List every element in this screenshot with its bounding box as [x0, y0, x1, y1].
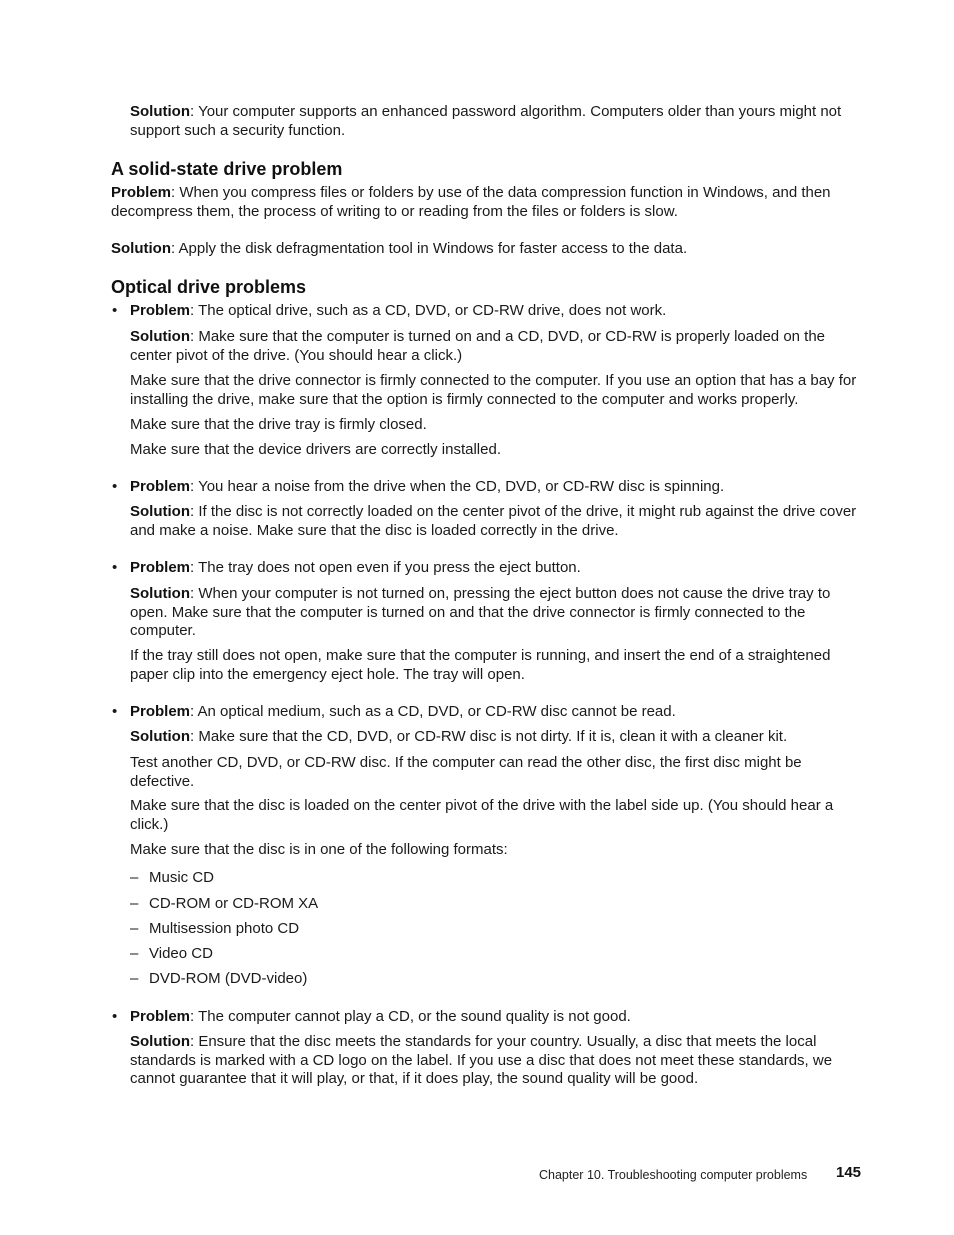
page-number: 145 [836, 1164, 862, 1181]
footer-chapter: Chapter 10. Troubleshooting computer problems [539, 1168, 808, 1182]
ssd-solution: Solution: Apply the disk defragmentation tool in Windows for faster access to the data. [111, 240, 688, 257]
list-dash: – [130, 970, 139, 987]
problem-3: Problem: The tray does not open even if you press the eject button. [130, 559, 581, 576]
list-dash: – [130, 945, 139, 962]
solution-1-extra-3: Make sure that the device drivers are correctly installed. [130, 441, 501, 458]
section-heading-ssd: A solid-state drive problem [111, 159, 343, 179]
format-item: CD-ROM or CD-ROM XA [149, 895, 319, 912]
problem-label: Problem [111, 184, 172, 201]
problem-4: Problem: An optical medium, such as a CD, DVD, or CD-RW disc cannot be read. [130, 703, 676, 720]
format-item: Music CD [149, 869, 215, 886]
format-item: DVD-ROM (DVD-video) [149, 970, 308, 987]
solution-2: Solution: If the disc is not correctly loaded on the center pivot of the drive, it might rub against the drive cover and make a noise. Make sure that the disc is loaded correctly in the drive. [130, 503, 857, 539]
solution-3: Solution: When your computer is not turned on, pressing the eject button does not cause the drive tray to open. Make sure that the computer is turned on and that the drive connector is firmly connected to the computer. [130, 585, 831, 639]
solution-4-extra-1: Test another CD, DVD, or CD-RW disc. If the computer can read the other disc, the first disc might be defective. [130, 754, 802, 790]
solution-4: Solution: Make sure that the CD, DVD, or CD-RW disc is not dirty. If it is, clean it with a cleaner kit. [130, 728, 788, 745]
format-item: Multisession photo CD [149, 920, 300, 937]
intro-solution: Solution: Your computer supports an enhanced password algorithm. Computers older than yours might not support such a security function. [130, 103, 842, 139]
format-item: Video CD [149, 945, 213, 962]
solution-5: Solution: Ensure that the disc meets the standards for your country. Usually, a disc that meets the local standards is marked with a CD logo on the label. If you use a disc that does not meet these standards, we cannot guarantee that it will play, or that, if it does play, the sound quality will be good. [130, 1033, 833, 1087]
solution-3-extra-1: If the tray still does not open, make sure that the computer is running, and insert the end of a straightened paper clip into the emergency eject hole. The tray will open. [130, 647, 831, 683]
section-heading-optical: Optical drive problems [111, 277, 307, 297]
bullet: • [112, 302, 118, 319]
solution-1-extra-2: Make sure that the drive tray is firmly closed. [130, 416, 427, 433]
problem-1: Problem: The optical drive, such as a CD, DVD, or CD-RW drive, does not work. [130, 302, 667, 319]
list-dash: – [130, 920, 139, 937]
bullet: • [112, 559, 118, 576]
list-dash: – [130, 869, 139, 886]
solution-4-extra-2: Make sure that the disc is loaded on the center pivot of the drive with the label side up. (You should hear a click.) [130, 797, 834, 833]
solution-4-extra-3: Make sure that the disc is in one of the following formats: [130, 841, 508, 858]
solution-label: Solution [130, 103, 190, 120]
problem-5: Problem: The computer cannot play a CD, or the sound quality is not good. [130, 1008, 631, 1025]
ssd-problem: Problem: When you compress files or folders by use of the data compression function in Windows, and then decompress them, the process of writing to or reading from the files or folders is slow. [111, 184, 831, 220]
solution-label: Solution [111, 240, 171, 257]
bullet: • [112, 703, 118, 720]
solution-1-extra-1: Make sure that the drive connector is firmly connected to the computer. If you use an option that has a bay for installing the drive, make sure that the option is firmly connected to the computer and works properly. [130, 372, 857, 408]
bullet: • [112, 478, 118, 495]
bullet: • [112, 1008, 118, 1025]
problem-2: Problem: You hear a noise from the drive when the CD, DVD, or CD-RW disc is spinning. [130, 478, 725, 495]
solution-1: Solution: Make sure that the computer is turned on and a CD, DVD, or CD-RW is properly loaded on the center pivot of the drive. (You should hear a click.) [130, 328, 826, 364]
list-dash: – [130, 895, 139, 912]
